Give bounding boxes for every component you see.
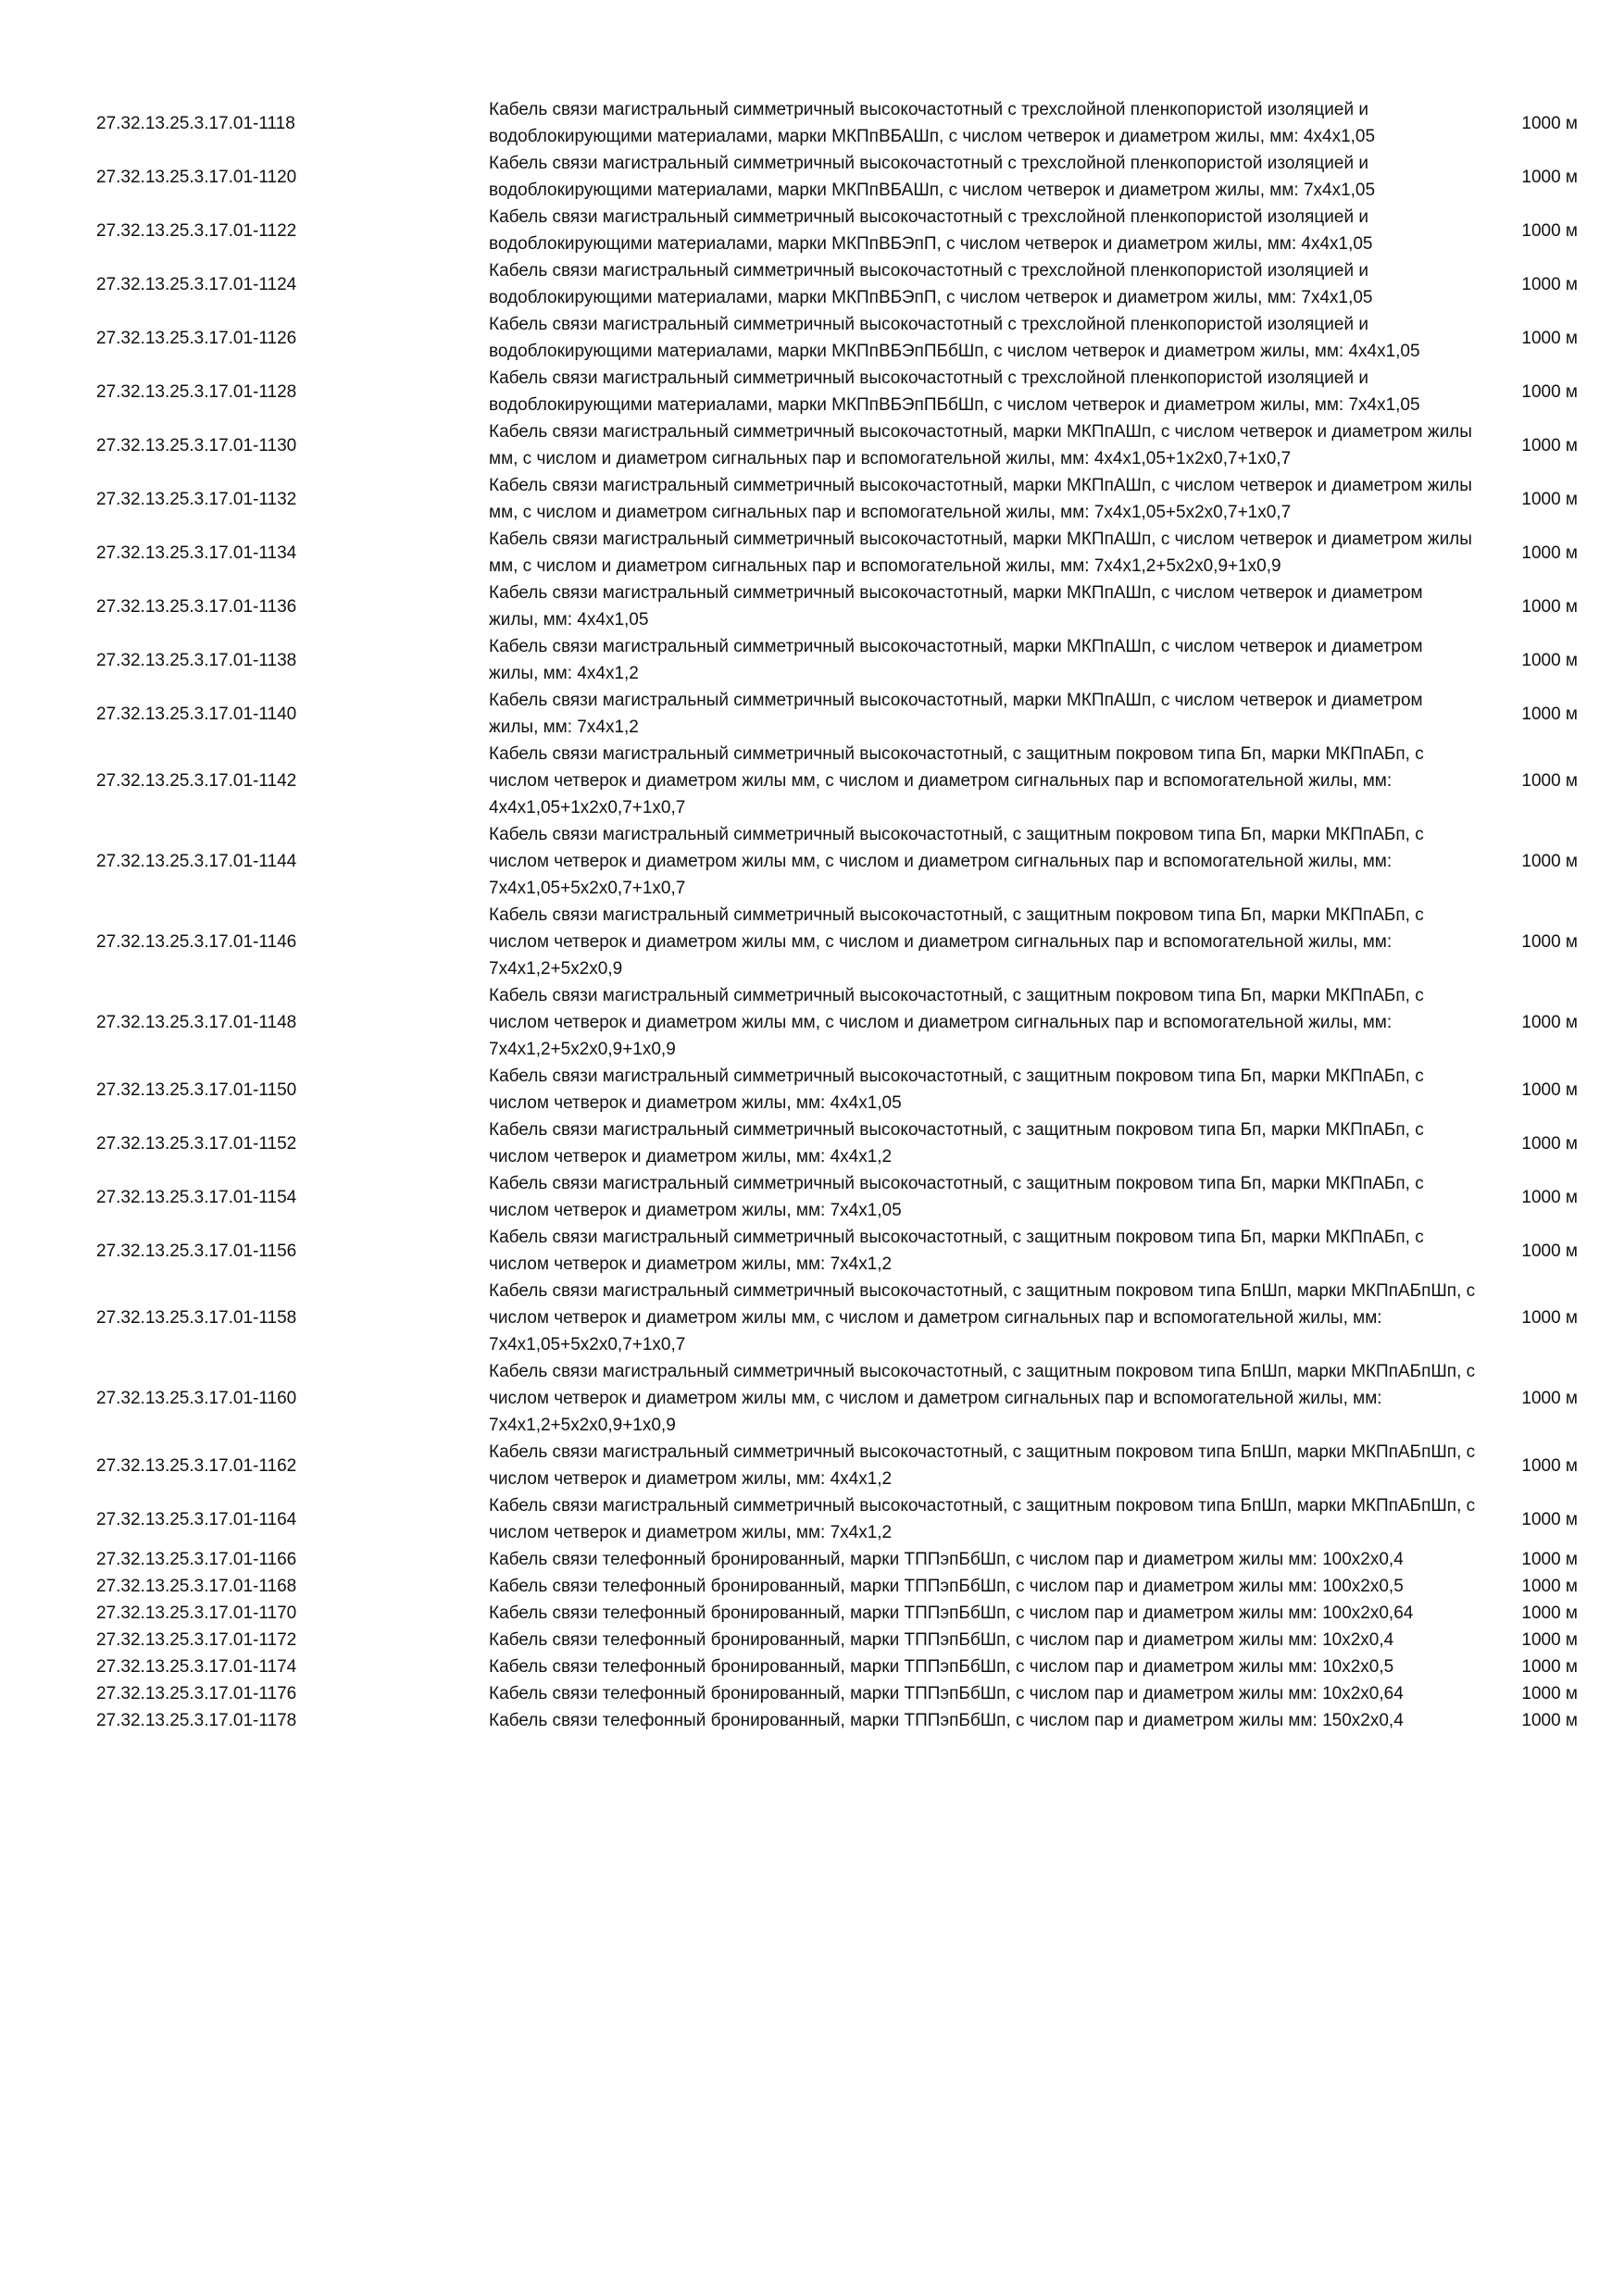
resource-code: 27.32.13.25.3.17.01-1164	[96, 1509, 297, 1529]
resource-description: Кабель связи магистральный симметричный высокочастотный, марки МКПпАШп, с числом четверок и диаметром жилы, мм: 4х4х1,2	[489, 637, 1423, 683]
resource-description: Кабель связи магистральный симметричный высокочастотный, марки МКПпАШп, с числом четверок и диаметром жилы мм, с числом и диаметром сигнальных пар и вспомогательной жилы, мм: 7х4х1,05+5х2х0,7+1х0,7	[489, 476, 1472, 522]
resource-unit: 1000 м	[1521, 1550, 1578, 1569]
resource-description: Кабель связи магистральный симметричный высокочастотный, с защитным покровом типа Бп, марки МКПпАБп, с числом четверок и диаметром жилы, мм: 4х4х1,2	[489, 1120, 1424, 1167]
resource-code: 27.32.13.25.3.17.01-1156	[96, 1241, 297, 1261]
table-row	[96, 1278, 1578, 1358]
resource-description: Кабель связи магистральный симметричный высокочастотный, с защитным покровом типа БпШп, марки МКПпАБпШп, с числом четверок и диаметром жилы, мм: 7х4х1,2	[489, 1496, 1476, 1542]
resource-description: Кабель связи магистральный симметричный высокочастотный с трехслойной пленкопористой изоляцией и водоблокирующими материалами, марки МКПпВБЭпПБбШп, с числом четверок и диаметром жилы, мм: 4х4х1,05	[489, 315, 1420, 361]
resource-code: 27.32.13.25.3.17.01-1154	[96, 1187, 297, 1207]
table-row	[96, 741, 1578, 821]
resource-description: Кабель связи магистральный симметричный высокочастотный, с защитным покровом типа БпШп, марки МКПпАБпШп, с числом четверок и диаметром жилы мм, с числом и даметром сигнальных пар и вспомогательной жилы, мм: 7х4х1,2+5х2х0,9+1х0,9	[489, 1362, 1476, 1435]
resource-code: 27.32.13.25.3.17.01-1136	[96, 596, 297, 617]
resource-code: 27.32.13.25.3.17.01-1138	[96, 650, 297, 670]
resource-unit: 1000 м	[1521, 274, 1578, 294]
table-row	[96, 1680, 1578, 1707]
table-row	[96, 96, 1578, 150]
resource-code: 27.32.13.25.3.17.01-1142	[96, 771, 297, 791]
resource-description: Кабель связи магистральный симметричный высокочастотный, с защитным покровом типа БпШп, марки МКПпАБпШп, с числом четверок и диаметром жилы мм, с числом и даметром сигнальных пар и вспомогательной жилы, мм: 7х4х1,05+5х2х0,7+1х0,7	[489, 1281, 1476, 1354]
resource-unit: 1000 м	[1521, 328, 1578, 348]
resource-code: 27.32.13.25.3.17.01-1152	[96, 1133, 297, 1154]
resource-unit: 1000 м	[1521, 596, 1578, 617]
resource-code: 27.32.13.25.3.17.01-1158	[96, 1308, 297, 1328]
table-row	[96, 821, 1578, 902]
resource-unit: 1000 м	[1521, 852, 1578, 871]
table-row	[96, 1573, 1578, 1600]
table-row	[96, 311, 1578, 365]
table-row	[96, 365, 1578, 418]
table-row	[96, 1546, 1578, 1573]
resource-code: 27.32.13.25.3.17.01-1168	[96, 1577, 297, 1596]
resource-unit: 1000 м	[1521, 1013, 1578, 1032]
resource-description: Кабель связи телефонный бронированный, марки ТППэпБбШп, с числом пар и диаметром жилы мм: 10х2х0,64	[489, 1684, 1404, 1703]
table-row	[96, 1358, 1578, 1439]
table-row	[96, 1600, 1578, 1627]
resource-unit: 1000 м	[1521, 435, 1578, 455]
table-row	[96, 580, 1578, 633]
resource-unit: 1000 м	[1521, 1630, 1578, 1650]
table-row	[96, 633, 1578, 687]
table-row	[96, 1439, 1578, 1492]
resource-description: Кабель связи магистральный симметричный высокочастотный с трехслойной пленкопористой изоляцией и водоблокирующими материалами, марки МКПпВБЭпП, с числом четверок и диаметром жилы, мм: 4х4х1,05	[489, 207, 1373, 254]
resource-unit: 1000 м	[1521, 167, 1578, 187]
resource-code: 27.32.13.25.3.17.01-1126	[96, 328, 297, 348]
resource-unit: 1000 м	[1521, 1657, 1578, 1677]
resource-unit: 1000 м	[1521, 113, 1578, 133]
table-row	[96, 1707, 1578, 1734]
table-row	[96, 150, 1578, 204]
resource-description: Кабель связи магистральный симметричный высокочастотный, марки МКПпАШп, с числом четверок и диаметром жилы мм, с числом и диаметром сигнальных пар и вспомогательной жилы, мм: 7х4х1,2+5х2х0,9+1х0,9	[489, 530, 1472, 576]
resource-description: Кабель связи магистральный симметричный высокочастотный с трехслойной пленкопористой изоляцией и водоблокирующими материалами, марки МКПпВБАШп, с числом четверок и диаметром жилы, мм: 4х4х1,05	[489, 100, 1376, 146]
table-row	[96, 1117, 1578, 1170]
resource-code: 27.32.13.25.3.17.01-1162	[96, 1455, 297, 1476]
resource-code: 27.32.13.25.3.17.01-1146	[96, 932, 297, 952]
resource-code: 27.32.13.25.3.17.01-1150	[96, 1079, 297, 1100]
table-row	[96, 1653, 1578, 1680]
resource-unit: 1000 м	[1521, 1187, 1578, 1207]
resource-unit: 1000 м	[1521, 704, 1578, 724]
resource-description: Кабель связи телефонный бронированный, марки ТППэпБбШп, с числом пар и диаметром жилы мм: 100х2х0,64	[489, 1603, 1414, 1623]
resource-description: Кабель связи магистральный симметричный высокочастотный, с защитным покровом типа БпШп, марки МКПпАБпШп, с числом четверок и диаметром жилы, мм: 4х4х1,2	[489, 1442, 1476, 1489]
resource-description: Кабель связи телефонный бронированный, марки ТППэпБбШп, с числом пар и диаметром жилы мм: 150х2х0,4	[489, 1711, 1404, 1730]
table-row	[96, 1627, 1578, 1653]
resource-code: 27.32.13.25.3.17.01-1166	[96, 1550, 297, 1569]
resource-code: 27.32.13.25.3.17.01-1118	[96, 113, 295, 133]
resource-code: 27.32.13.25.3.17.01-1172	[96, 1630, 297, 1650]
resource-description: Кабель связи магистральный симметричный высокочастотный, с защитным покровом типа Бп, марки МКПпАБп, с числом четверок и диаметром жилы мм, с числом и диаметром сигнальных пар и вспомогательной жилы, мм: 4х4х1,05+1х2х0,7+1х0,7	[489, 744, 1424, 817]
resource-unit: 1000 м	[1521, 381, 1578, 402]
table-row	[96, 1170, 1578, 1224]
resource-description: Кабель связи магистральный симметричный высокочастотный с трехслойной пленкопористой изоляцией и водоблокирующими материалами, марки МКПпВБЭпПБбШп, с числом четверок и диаметром жилы, мм: 7х4х1,05	[489, 368, 1420, 415]
table-row	[96, 257, 1578, 311]
table-row	[96, 902, 1578, 982]
resource-description: Кабель связи телефонный бронированный, марки ТППэпБбШп, с числом пар и диаметром жилы мм: 10х2х0,4	[489, 1630, 1394, 1650]
resource-unit: 1000 м	[1521, 1577, 1578, 1596]
resource-description: Кабель связи телефонный бронированный, марки ТППэпБбШп, с числом пар и диаметром жилы мм: 100х2х0,4	[489, 1550, 1404, 1569]
resource-code: 27.32.13.25.3.17.01-1170	[96, 1603, 297, 1623]
resource-unit: 1000 м	[1521, 650, 1578, 670]
resource-description: Кабель связи магистральный симметричный высокочастотный, марки МКПпАШп, с числом четверок и диаметром жилы, мм: 4х4х1,05	[489, 583, 1423, 630]
resource-table	[96, 96, 1578, 1734]
resource-description: Кабель связи магистральный симметричный высокочастотный, с защитным покровом типа Бп, марки МКПпАБп, с числом четверок и диаметром жилы мм, с числом и диаметром сигнальных пар и вспомогательной жилы, мм: 7х4х1,2+5х2х0,9+1х0,9	[489, 986, 1424, 1059]
resource-unit: 1000 м	[1521, 771, 1578, 791]
resource-description: Кабель связи магистральный симметричный высокочастотный, марки МКПпАШп, с числом четверок и диаметром жилы, мм: 7х4х1,2	[489, 691, 1423, 737]
table-row	[96, 472, 1578, 526]
resource-unit: 1000 м	[1521, 1079, 1578, 1100]
resource-code: 27.32.13.25.3.17.01-1178	[96, 1711, 297, 1730]
resource-unit: 1000 м	[1521, 1509, 1578, 1529]
resource-code: 27.32.13.25.3.17.01-1176	[96, 1684, 297, 1703]
resource-description: Кабель связи магистральный симметричный высокочастотный, с защитным покровом типа Бп, марки МКПпАБп, с числом четверок и диаметром жилы, мм: 7х4х1,05	[489, 1174, 1424, 1220]
resource-description: Кабель связи магистральный симметричный высокочастотный, марки МКПпАШп, с числом четверок и диаметром жилы мм, с числом и диаметром сигнальных пар и вспомогательной жилы, мм: 4х4х1,05+1х2х0,7+1х0,7	[489, 422, 1472, 468]
resource-description: Кабель связи магистральный симметричный высокочастотный, с защитным покровом типа Бп, марки МКПпАБп, с числом четверок и диаметром жилы мм, с числом и диаметром сигнальных пар и вспомогательной жилы, мм: 7х4х1,05+5х2х0,7+1х0,7	[489, 825, 1424, 898]
table-row	[96, 418, 1578, 472]
resource-unit: 1000 м	[1521, 1133, 1578, 1154]
resource-unit: 1000 м	[1521, 220, 1578, 241]
resource-description: Кабель связи магистральный симметричный высокочастотный, с защитным покровом типа Бп, марки МКПпАБп, с числом четверок и диаметром жилы, мм: 7х4х1,2	[489, 1228, 1424, 1274]
resource-unit: 1000 м	[1521, 1389, 1578, 1408]
table-row	[96, 1492, 1578, 1546]
resource-unit: 1000 м	[1521, 1241, 1578, 1261]
table-row	[96, 526, 1578, 580]
resource-code: 27.32.13.25.3.17.01-1128	[96, 381, 297, 402]
resource-unit: 1000 м	[1521, 489, 1578, 509]
resource-code: 27.32.13.25.3.17.01-1130	[96, 435, 297, 455]
table-row	[96, 1063, 1578, 1117]
resource-code: 27.32.13.25.3.17.01-1144	[96, 852, 297, 871]
resource-code: 27.32.13.25.3.17.01-1148	[96, 1013, 297, 1032]
table-row	[96, 204, 1578, 257]
resource-unit: 1000 м	[1521, 1308, 1578, 1328]
resource-code: 27.32.13.25.3.17.01-1160	[96, 1389, 297, 1408]
resource-unit: 1000 м	[1521, 1455, 1578, 1476]
resource-unit: 1000 м	[1521, 1684, 1578, 1703]
resource-code: 27.32.13.25.3.17.01-1122	[96, 220, 297, 241]
resource-description: Кабель связи магистральный симметричный высокочастотный с трехслойной пленкопористой изоляцией и водоблокирующими материалами, марки МКПпВБЭпП, с числом четверок и диаметром жилы, мм: 7х4х1,05	[489, 261, 1373, 307]
table-row	[96, 982, 1578, 1063]
resource-code: 27.32.13.25.3.17.01-1132	[96, 489, 297, 509]
table-row	[96, 687, 1578, 741]
resource-code: 27.32.13.25.3.17.01-1140	[96, 704, 297, 724]
resource-description: Кабель связи телефонный бронированный, марки ТППэпБбШп, с числом пар и диаметром жилы мм: 100х2х0,5	[489, 1577, 1404, 1596]
resource-description: Кабель связи магистральный симметричный высокочастотный, с защитным покровом типа Бп, марки МКПпАБп, с числом четверок и диаметром жилы мм, с числом и диаметром сигнальных пар и вспомогательной жилы, мм: 7х4х1,2+5х2х0,9	[489, 905, 1424, 979]
resource-unit: 1000 м	[1521, 932, 1578, 952]
resource-description: Кабель связи магистральный симметричный высокочастотный, с защитным покровом типа Бп, марки МКПпАБп, с числом четверок и диаметром жилы, мм: 4х4х1,05	[489, 1067, 1424, 1113]
resource-unit: 1000 м	[1521, 543, 1578, 563]
resource-code: 27.32.13.25.3.17.01-1124	[96, 274, 297, 294]
resource-code: 27.32.13.25.3.17.01-1120	[96, 167, 297, 187]
resource-description: Кабель связи магистральный симметричный высокочастотный с трехслойной пленкопористой изоляцией и водоблокирующими материалами, марки МКПпВБАШп, с числом четверок и диаметром жилы, мм: 7х4х1,05	[489, 154, 1376, 200]
resource-unit: 1000 м	[1521, 1603, 1578, 1623]
resource-description: Кабель связи телефонный бронированный, марки ТППэпБбШп, с числом пар и диаметром жилы мм: 10х2х0,5	[489, 1657, 1394, 1677]
resource-code: 27.32.13.25.3.17.01-1134	[96, 543, 297, 563]
resource-table-body	[96, 96, 1578, 1734]
resource-code: 27.32.13.25.3.17.01-1174	[96, 1657, 297, 1677]
resource-unit: 1000 м	[1521, 1711, 1578, 1730]
table-row	[96, 1224, 1578, 1278]
